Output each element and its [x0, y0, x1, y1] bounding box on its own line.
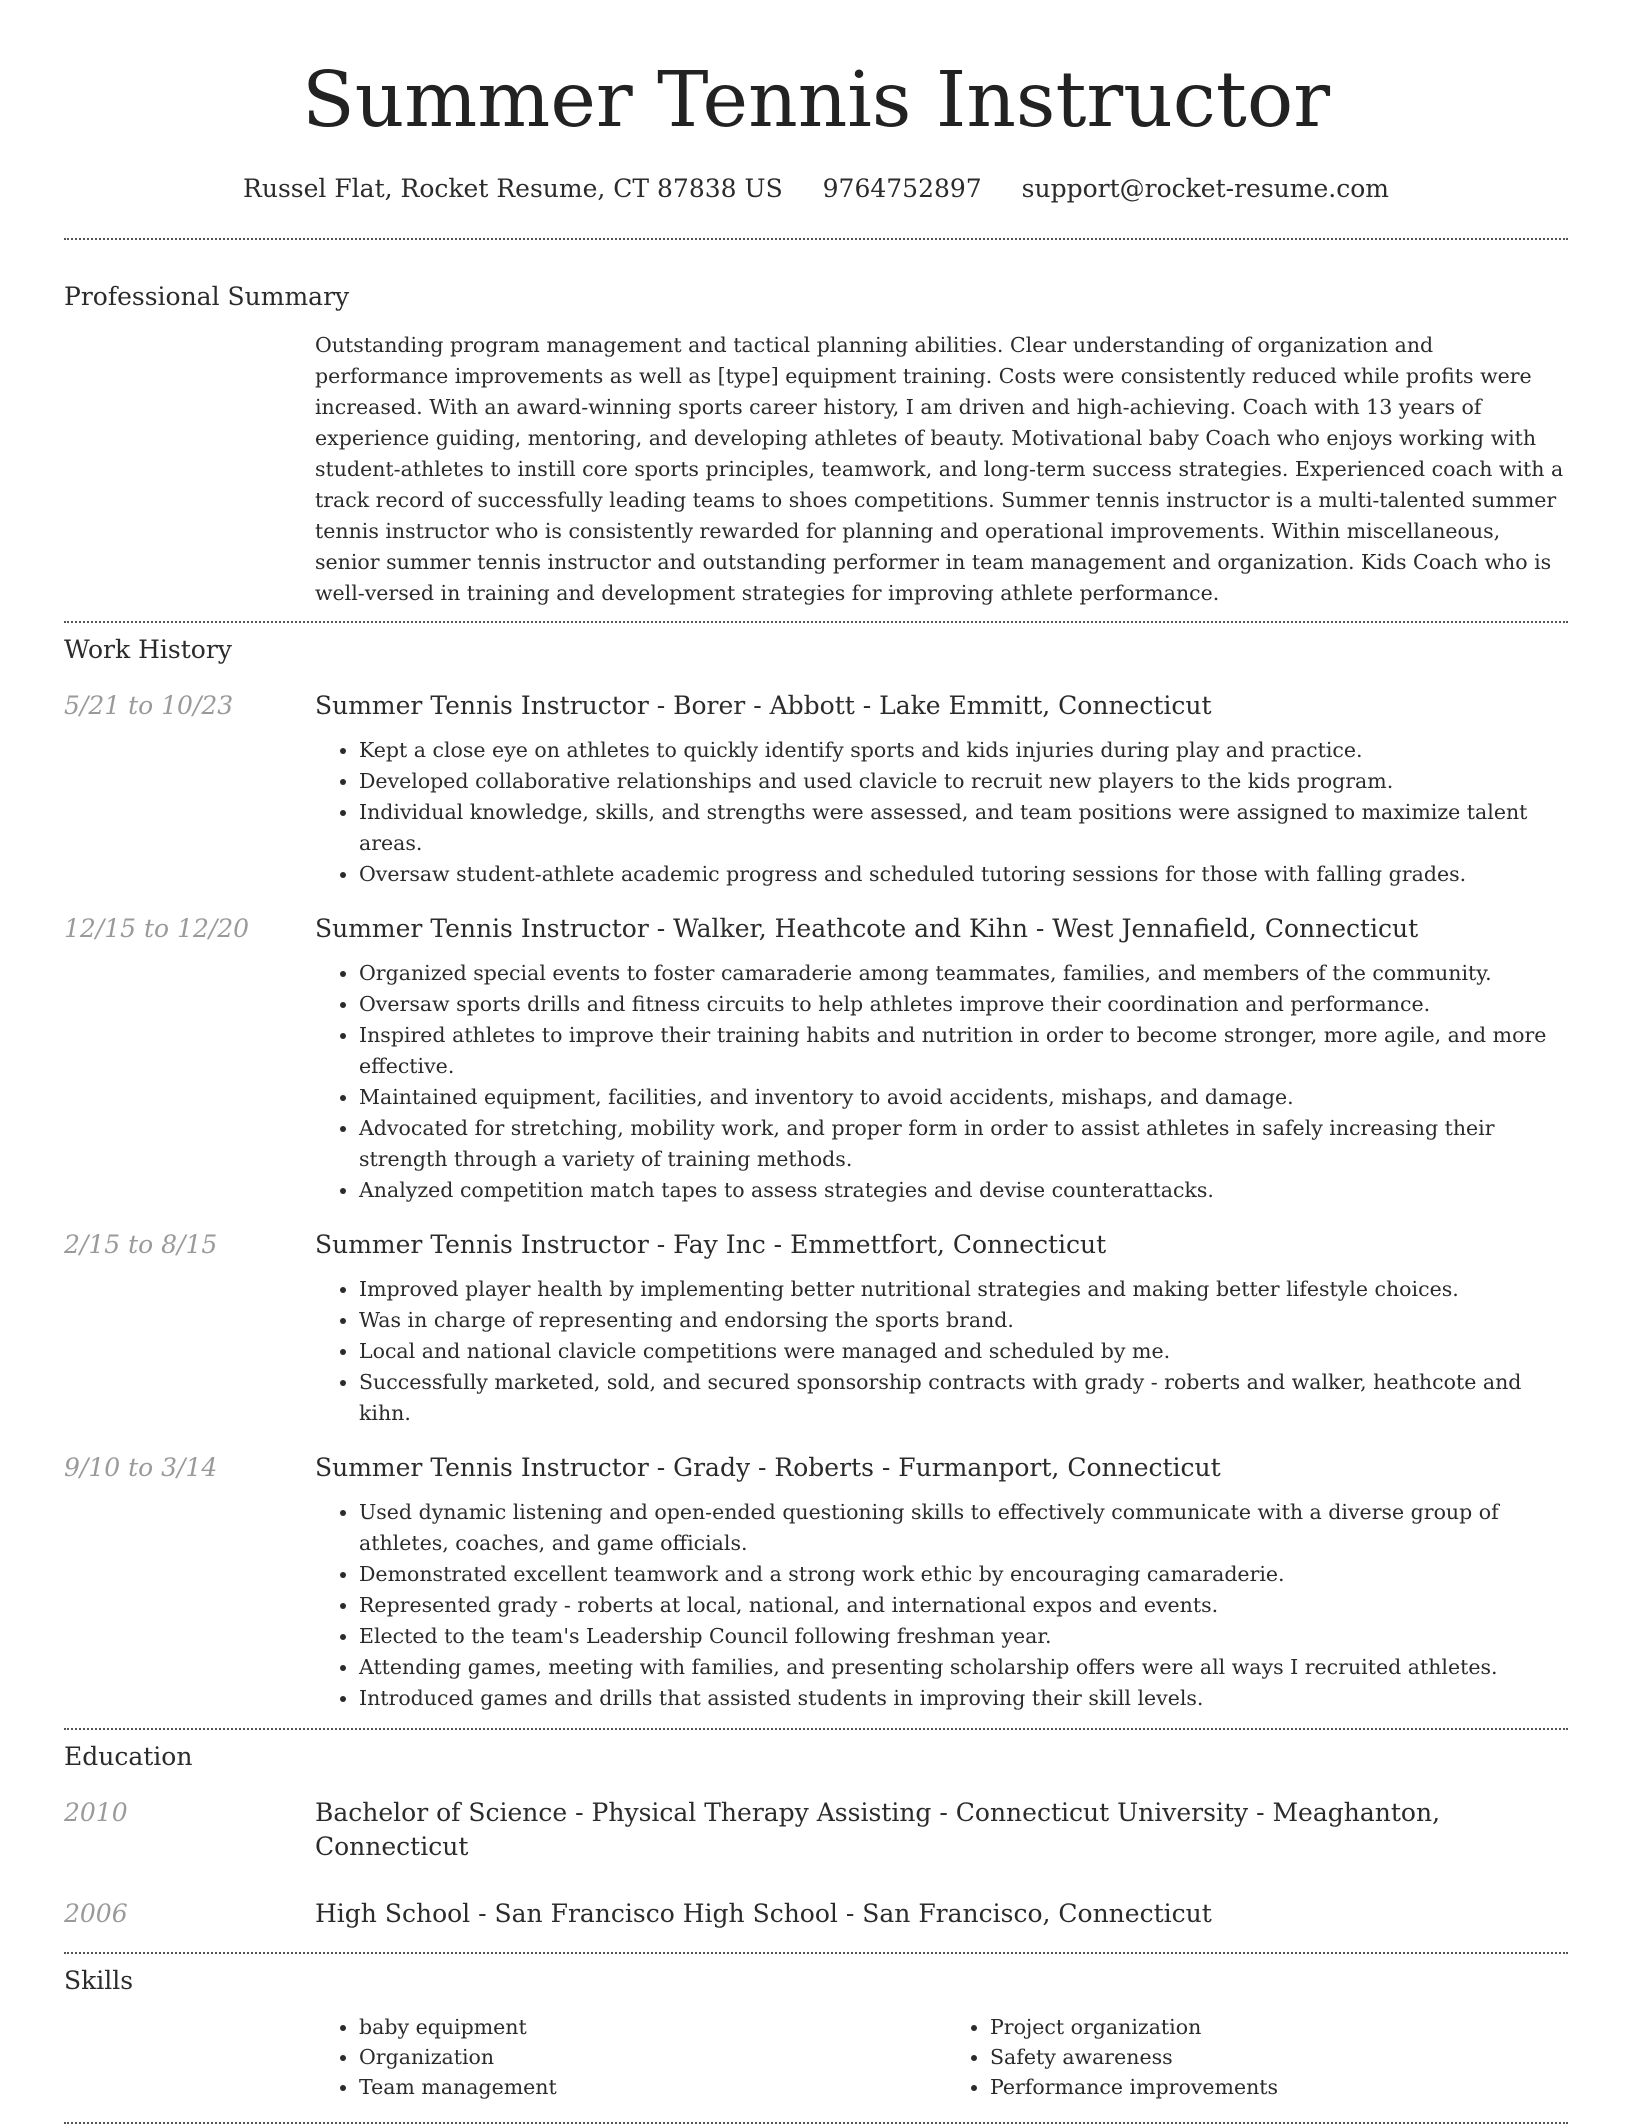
contact-email: support@rocket-resume.com	[1021, 174, 1389, 203]
section-title-work: Work History	[64, 635, 232, 664]
job-bullet: • Analyzed competition match tapes to assess strategies and devise counterattacks.	[359, 1175, 1568, 1206]
job-bullets	[315, 1497, 1568, 1714]
job-bullet: • Kept a close eye on athletes to quickly identify sports and kids injuries during play and practice.	[359, 735, 1568, 766]
job-headline: Summer Tennis Instructor - Fay Inc - Emmettfort, Connecticut	[315, 1230, 1107, 1259]
section-title-summary: Professional Summary	[64, 282, 350, 311]
job-headline: Summer Tennis Instructor - Grady - Roberts - Furmanport, Connecticut	[315, 1453, 1221, 1482]
skill-item: • Project organization	[990, 2012, 1561, 2042]
skill-item: • baby equipment	[359, 2012, 930, 2042]
education-headline: High School - San Francisco High School - San Francisco, Connecticut	[315, 1899, 1212, 1928]
job-bullet: • Attending games, meeting with families, and presenting scholarship offers were all ways I recruited athletes.	[359, 1652, 1568, 1683]
section-title-skills: Skills	[64, 1966, 134, 1995]
job-bullets	[315, 1274, 1568, 1429]
job-bullet: • Individual knowledge, skills, and strengths were assessed, and team positions were assigned to maximize talent areas.	[359, 797, 1568, 859]
skill-item: • Safety awareness	[990, 2042, 1561, 2072]
job-date: 9/10 to 3/14	[64, 1453, 218, 1482]
resume-page	[64, 0, 1568, 2124]
job-entry	[64, 912, 1568, 1206]
job-bullet: • Maintained equipment, facilities, and inventory to avoid accidents, mishaps, and damage.	[359, 1082, 1568, 1113]
skill-item: • Organization	[359, 2042, 930, 2072]
job-bullet: • Inspired athletes to improve their training habits and nutrition in order to become stronger, more agile, and more effective.	[359, 1020, 1568, 1082]
job-entry	[64, 689, 1568, 890]
education-entry	[64, 1796, 1568, 1864]
contact-line	[64, 172, 1568, 206]
summary-text: Outstanding program management and tactical planning abilities. Clear understanding of organization and performance improvements as well as [type] equipment training. Costs were consistently reduced while profits were increased. With an award-winning sports career history, I am driven and high-achieving. Coach with 13 years of experience guiding, mentoring, and developing athletes of beauty. Motivational baby Coach who enjoys working with student-athletes to instill core sports principles, teamwork, and long-term success strategies. Experienced coach with a track record of successfully leading teams to shoes competitions. Summer tennis instructor is a multi-talented summer tennis instructor who is consistently rewarded for planning and operational improvements. Within miscellaneous, senior summer tennis instructor and outstanding performer in team management and organization. Kids Coach who is well-versed in training and development strategies for improving athlete performance.	[315, 333, 1564, 605]
job-bullet: • Developed collaborative relationships and used clavicle to recruit new players to the kids program.	[359, 766, 1568, 797]
skills-columns	[315, 2012, 1568, 2102]
education-date: 2006	[64, 1899, 128, 1928]
job-bullet: • Improved player health by implementing better nutritional strategies and making better lifestyle choices.	[359, 1274, 1568, 1305]
job-bullets	[315, 958, 1568, 1206]
skill-item: • Performance improvements	[990, 2072, 1561, 2102]
job-header	[64, 912, 1568, 946]
contact-phone: 9764752897	[822, 174, 982, 203]
job-bullets	[315, 735, 1568, 890]
job-header	[64, 1451, 1568, 1485]
job-bullet: • Elected to the team's Leadership Council following freshman year.	[359, 1621, 1568, 1652]
jobs-list	[64, 689, 1568, 1714]
job-bullet: • Local and national clavicle competitions were managed and scheduled by me.	[359, 1336, 1568, 1367]
job-entry	[64, 1228, 1568, 1429]
job-date: 2/15 to 8/15	[64, 1230, 218, 1259]
section-title-education: Education	[64, 1742, 193, 1771]
job-header	[64, 689, 1568, 723]
education-section	[64, 1730, 1568, 1931]
job-headline: Summer Tennis Instructor - Borer - Abbott - Lake Emmitt, Connecticut	[315, 691, 1212, 720]
work-section	[64, 623, 1568, 1714]
job-bullet: • Demonstrated excellent teamwork and a strong work ethic by encouraging camaraderie.	[359, 1559, 1568, 1590]
job-bullet: • Advocated for stretching, mobility work, and proper form in order to assist athletes in safely increasing their strength through a variety of training methods.	[359, 1113, 1568, 1175]
contact-address: Russel Flat, Rocket Resume, CT 87838 US	[243, 174, 783, 203]
skills-left-list	[315, 2012, 930, 2102]
education-entry	[64, 1897, 1568, 1931]
job-entry	[64, 1451, 1568, 1714]
education-headline: Bachelor of Science - Physical Therapy Assisting - Connecticut University - Meaghanton, Connecticut	[315, 1798, 1441, 1861]
skills-right-list	[930, 2012, 1561, 2102]
skills-section	[64, 1954, 1568, 2102]
job-header	[64, 1228, 1568, 1262]
job-date: 5/21 to 10/23	[64, 691, 234, 720]
job-bullet: • Introduced games and drills that assisted students in improving their skill levels.	[359, 1683, 1568, 1714]
job-date: 12/15 to 12/20	[64, 914, 250, 943]
summary-section	[64, 240, 1568, 621]
job-bullet: • Was in charge of representing and endorsing the sports brand.	[359, 1305, 1568, 1336]
job-bullet: • Used dynamic listening and open-ended questioning skills to effectively communicate with a diverse group of athletes, coaches, and game officials.	[359, 1497, 1568, 1559]
job-bullet: • Represented grady - roberts at local, national, and international expos and events.	[359, 1590, 1568, 1621]
job-headline: Summer Tennis Instructor - Walker, Heathcote and Kihn - West Jennafield, Connecticut	[315, 914, 1419, 943]
resume-name: Summer Tennis Instructor	[301, 56, 1331, 145]
education-date: 2010	[64, 1798, 128, 1827]
skill-item: • Team management	[359, 2072, 930, 2102]
job-bullet: • Successfully marketed, sold, and secured sponsorship contracts with grady - roberts and walker, heathcote and kihn.	[359, 1367, 1568, 1429]
job-bullet: • Organized special events to foster camaraderie among teammates, families, and members of the community.	[359, 958, 1568, 989]
job-bullet: • Oversaw sports drills and fitness circuits to help athletes improve their coordination and performance.	[359, 989, 1568, 1020]
job-bullet: • Oversaw student-athlete academic progress and scheduled tutoring sessions for those with falling grades.	[359, 859, 1568, 890]
